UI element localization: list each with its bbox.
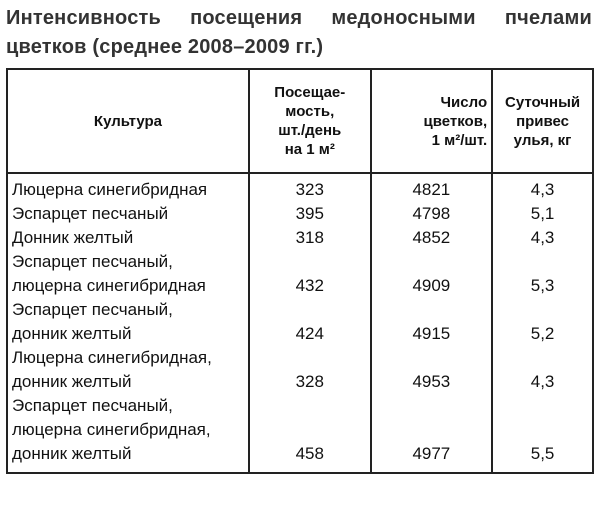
table-row [7,394,593,466]
cell-gain: 4,3 [492,173,593,202]
table-row [7,202,593,226]
culture-text: Эспарцет песчаный [12,204,169,223]
cell-gain: 4,3 [492,226,593,250]
table-header-row [7,69,593,173]
cell-visits: 328 [249,346,371,394]
culture-text: Эспарцет песчаный, люцерна синегибридная [12,252,206,295]
cell-visits: 395 [249,202,371,226]
table-row [7,346,593,394]
table-row [7,173,593,202]
cell-visits: 323 [249,173,371,202]
cell-flowers: 4915 [371,298,493,346]
cell-culture [7,250,249,298]
culture-text: Люцерна синегибридная [12,180,208,199]
cell-gain: 5,3 [492,250,593,298]
title-line-2: цветков (среднее 2008–2009 гг.) [6,36,324,58]
spacer-cell [249,466,371,473]
table-row [7,298,593,346]
cell-culture [7,173,249,202]
header-visits-label: Посещае- мость, шт./день на 1 м² [274,84,346,158]
cell-flowers: 4798 [371,202,493,226]
cell-culture [7,298,249,346]
bee-visit-table [6,68,594,474]
cell-flowers: 4977 [371,394,493,466]
cell-gain: 4,3 [492,346,593,394]
cell-culture [7,394,249,466]
culture-text: Эспарцет песчаный, люцерна синегибридная, донник желтый [12,396,211,463]
title-line-1: Интенсивность посещения медоносными пчелами [6,7,592,29]
spacer-cell [492,466,593,473]
cell-culture [7,346,249,394]
header-culture-label: Культура [93,112,163,130]
table-title [6,4,592,62]
cell-culture [7,202,249,226]
culture-text: Эспарцет песчаный, донник желтый [12,300,173,343]
cell-visits: 318 [249,226,371,250]
cell-visits: 424 [249,298,371,346]
cell-flowers: 4953 [371,346,493,394]
cell-flowers: 4909 [371,250,493,298]
table-row [7,226,593,250]
header-visits [249,69,371,173]
culture-text: Донник желтый [12,228,134,247]
culture-text: Люцерна синегибридная, донник желтый [12,348,212,391]
header-gain [492,69,593,173]
cell-gain: 5,1 [492,202,593,226]
cell-flowers: 4821 [371,173,493,202]
cell-gain: 5,5 [492,394,593,466]
spacer-cell [371,466,493,473]
header-flowers [371,69,493,173]
cell-visits: 458 [249,394,371,466]
header-culture [7,69,249,173]
table-bottom-spacer [7,466,593,473]
cell-flowers: 4852 [371,226,493,250]
spacer-cell [7,466,249,473]
cell-culture [7,226,249,250]
cell-gain: 5,2 [492,298,593,346]
cell-visits: 432 [249,250,371,298]
header-gain-label: Суточный привес улья, кг [505,93,581,149]
header-flowers-label: Число цветков, 1 м²/шт. [423,93,488,149]
table-row [7,250,593,298]
